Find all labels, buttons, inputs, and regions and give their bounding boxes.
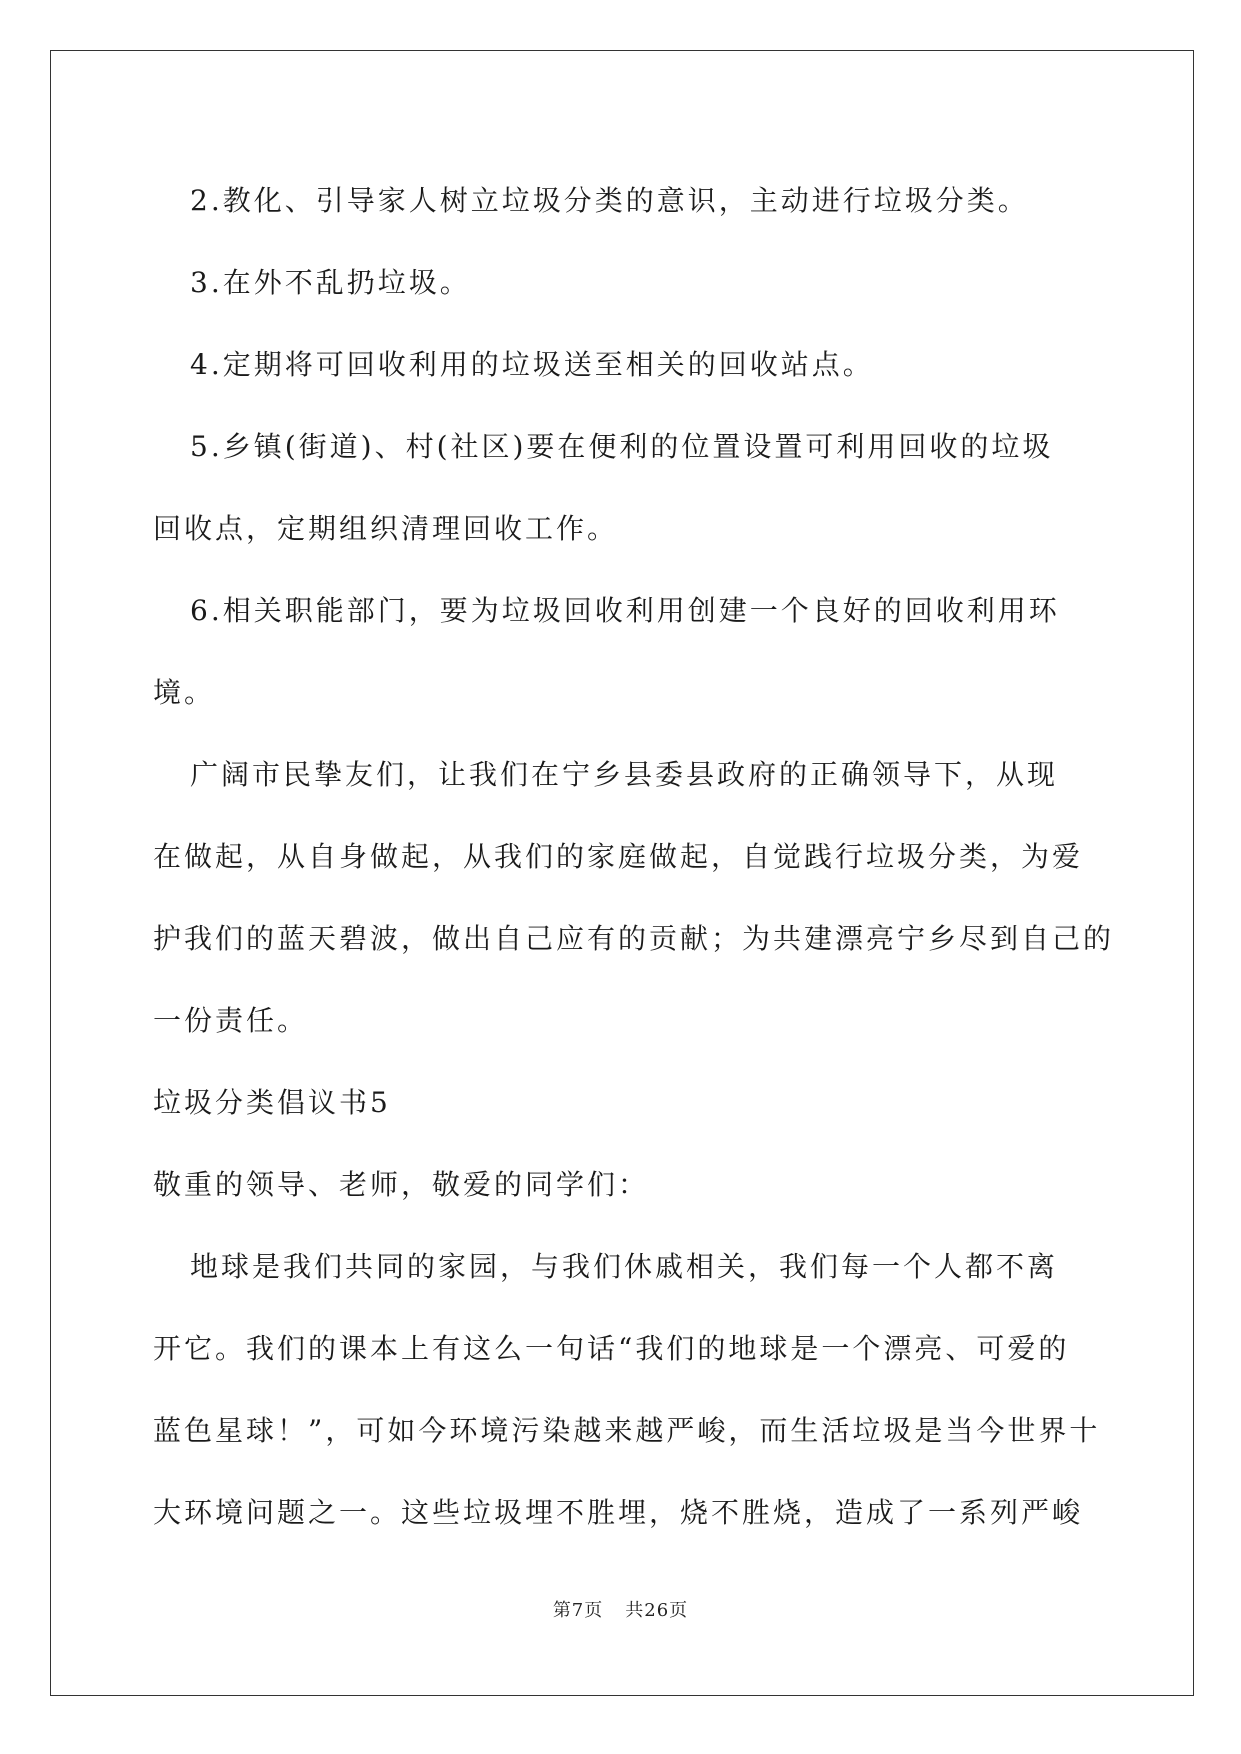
body-paragraph-line-2: 开它。我们的课本上有这么一句话“我们的地球是一个漂亮、可爱的 <box>153 1332 1070 1365</box>
body-paragraph-line-3: 蓝色星球！”，可如今环境污染越来越严峻，而生活垃圾是当今世界十 <box>153 1414 1101 1447</box>
paragraph-item-6-line-1: 6.相关职能部门，要为垃圾回收利用创建一个良好的回收利用环 <box>190 594 1060 627</box>
paragraph-item-5-line-2: 回收点，定期组织清理回收工作。 <box>153 512 619 545</box>
closing-paragraph-line-1: 广阔市民挚友们，让我们在宁乡县委县政府的正确领导下，从现 <box>190 758 1059 791</box>
body-paragraph-line-4: 大环境问题之一。这些垃圾埋不胜埋，烧不胜烧，造成了一系列严峻 <box>153 1496 1084 1529</box>
salutation: 敬重的领导、老师，敬爱的同学们： <box>153 1168 650 1201</box>
closing-paragraph-line-4: 一份责任。 <box>153 1004 309 1037</box>
paragraph-item-3: 3.在外不乱扔垃圾。 <box>190 266 471 299</box>
section-heading: 垃圾分类倡议书5 <box>153 1086 391 1119</box>
body-paragraph-line-1: 地球是我们共同的家园，与我们休戚相关，我们每一个人都不离 <box>190 1250 1059 1283</box>
paragraph-item-5-line-1: 5.乡镇(街道)、村(社区)要在便利的位置设置可利用回收的垃圾 <box>190 430 1054 463</box>
page-footer <box>0 1596 1241 1622</box>
page-total: 共26页 <box>625 1600 689 1621</box>
paragraph-item-4: 4.定期将可回收利用的垃圾送至相关的回收站点。 <box>190 348 874 381</box>
closing-paragraph-line-2: 在做起，从自身做起，从我们的家庭做起，自觉践行垃圾分类，为爱 <box>153 840 1084 873</box>
paragraph-item-6-line-2: 境。 <box>153 676 216 709</box>
document-body <box>153 160 1115 1554</box>
closing-paragraph-line-3: 护我们的蓝天碧波，做出自己应有的贡献；为共建漂亮宁乡尽到自己的 <box>153 922 1115 955</box>
paragraph-item-2: 2.教化、引导家人树立垃圾分类的意识，主动进行垃圾分类。 <box>190 184 1029 217</box>
page-number: 第7页 <box>552 1600 604 1621</box>
